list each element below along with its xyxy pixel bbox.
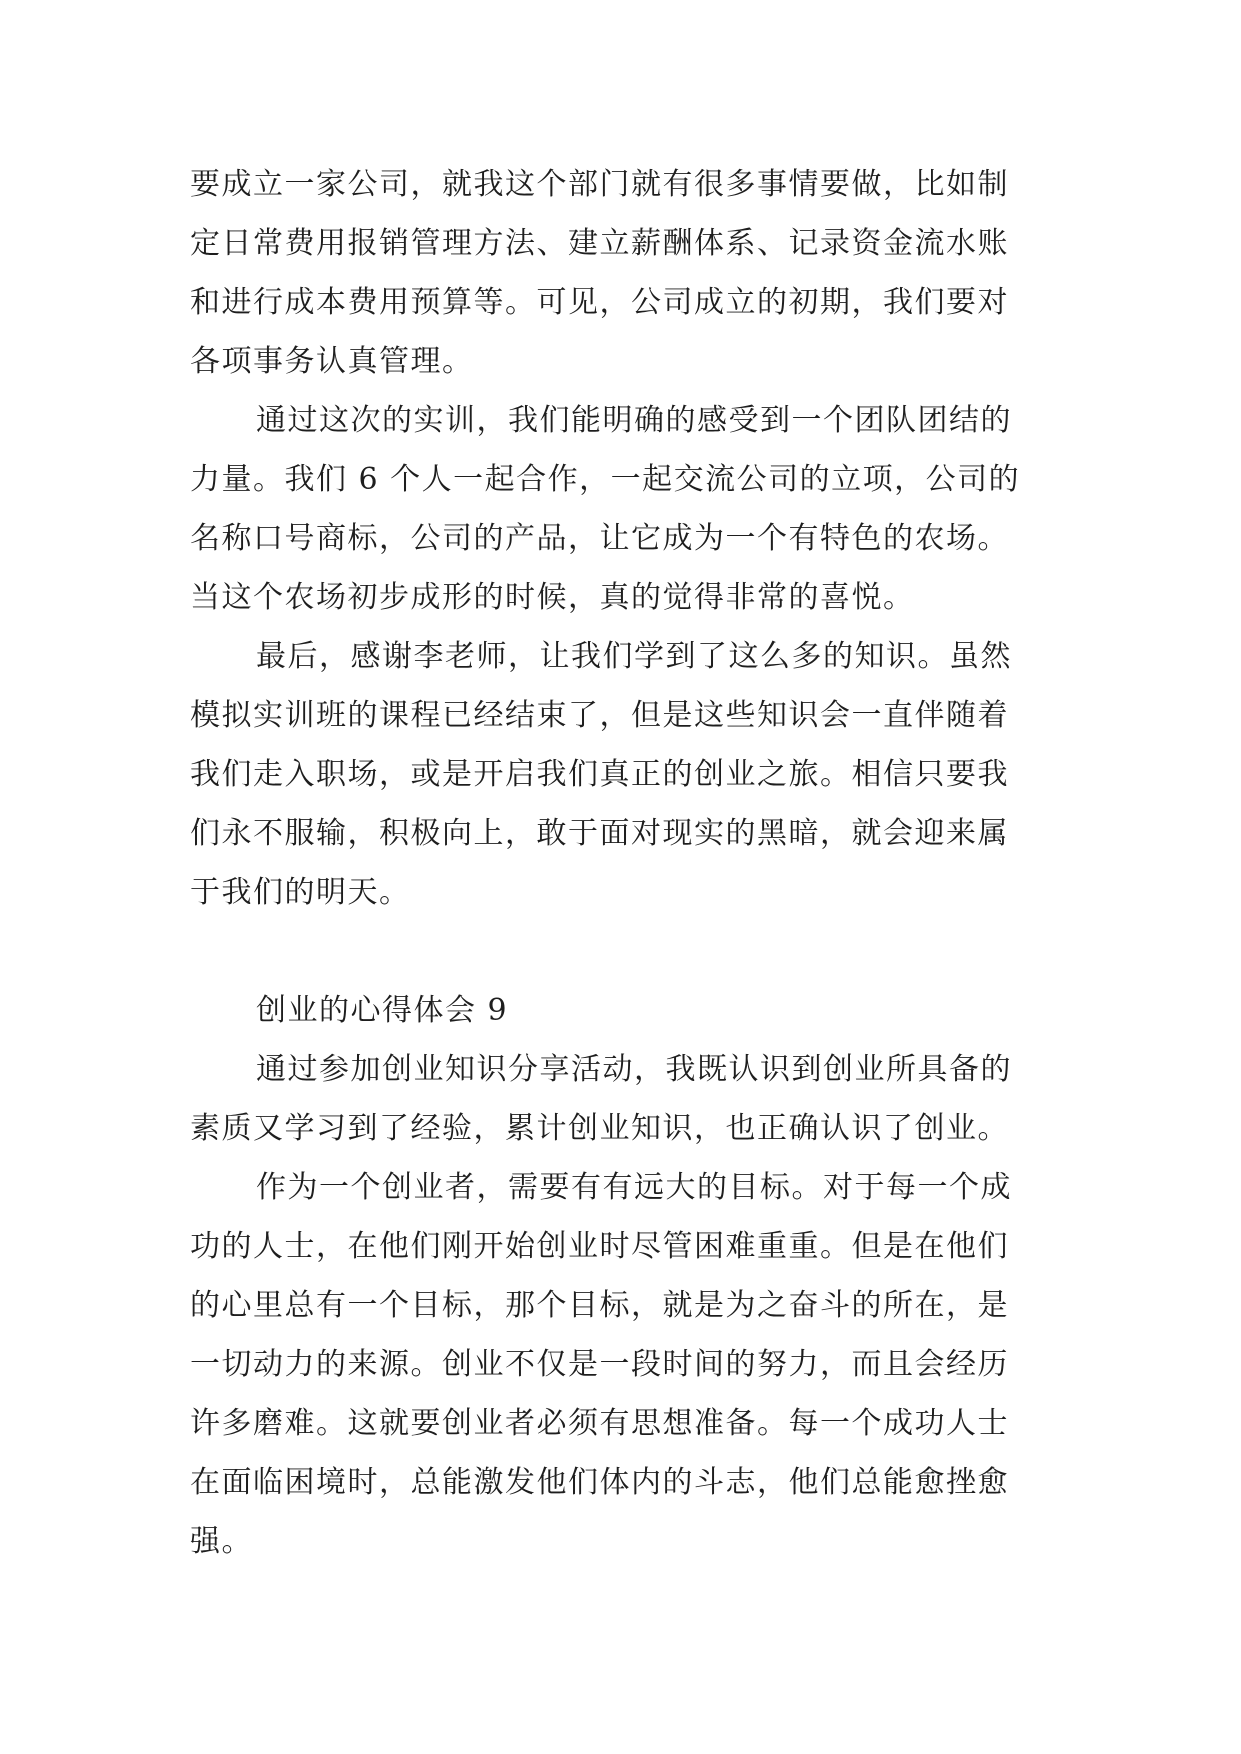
paragraph-line: 各项事务认真管理。	[190, 344, 474, 379]
paragraph-line: 们永不服输，积极向上，敢于面对现实的黑暗，就会迎来属	[190, 816, 1009, 851]
paragraph-line: 功的人士，在他们刚开始创业时尽管困难重重。但是在他们	[190, 1229, 1009, 1264]
paragraph-line: 名称口号商标，公司的产品，让它成为一个有特色的农场。	[190, 521, 1009, 556]
paragraph-line: 定日常费用报销管理方法、建立薪酬体系、记录资金流水账	[190, 226, 1009, 261]
paragraph-line: 的心里总有一个目标，那个目标，就是为之奋斗的所在，是	[190, 1288, 1009, 1323]
paragraph-line: 通过参加创业知识分享活动，我既认识到创业所具备的	[256, 1052, 1012, 1087]
paragraph-line: 和进行成本费用预算等。可见，公司成立的初期，我们要对	[190, 285, 1009, 320]
paragraph-line: 当这个农场初步成形的时候，真的觉得非常的喜悦。	[190, 580, 915, 615]
paragraph-line: 我们走入职场，或是开启我们真正的创业之旅。相信只要我	[190, 757, 1009, 792]
paragraph-line: 模拟实训班的课程已经结束了，但是这些知识会一直伴随着	[190, 698, 1009, 733]
section-heading: 创业的心得体会 9	[256, 993, 509, 1028]
paragraph-line: 强。	[190, 1524, 253, 1559]
paragraph-line: 于我们的明天。	[190, 875, 411, 910]
paragraph-line: 力量。我们 6 个人一起合作，一起交流公司的立项，公司的	[190, 462, 1021, 497]
paragraph-line: 一切动力的来源。创业不仅是一段时间的努力，而且会经历	[190, 1347, 1009, 1382]
paragraph-line: 在面临困境时，总能激发他们体内的斗志，他们总能愈挫愈	[190, 1465, 1009, 1500]
paragraph-line: 作为一个创业者，需要有有远大的目标。对于每一个成	[256, 1170, 1012, 1205]
paragraph-line: 素质又学习到了经验，累计创业知识，也正确认识了创业。	[190, 1111, 1009, 1146]
paragraph-line: 许多磨难。这就要创业者必须有思想准备。每一个成功人士	[190, 1406, 1009, 1441]
paragraph-line: 通过这次的实训，我们能明确的感受到一个团队团结的	[256, 403, 1012, 438]
paragraph-line: 最后，感谢李老师，让我们学到了这么多的知识。虽然	[256, 639, 1012, 674]
paragraph-line: 要成立一家公司，就我这个部门就有很多事情要做，比如制	[190, 167, 1009, 202]
